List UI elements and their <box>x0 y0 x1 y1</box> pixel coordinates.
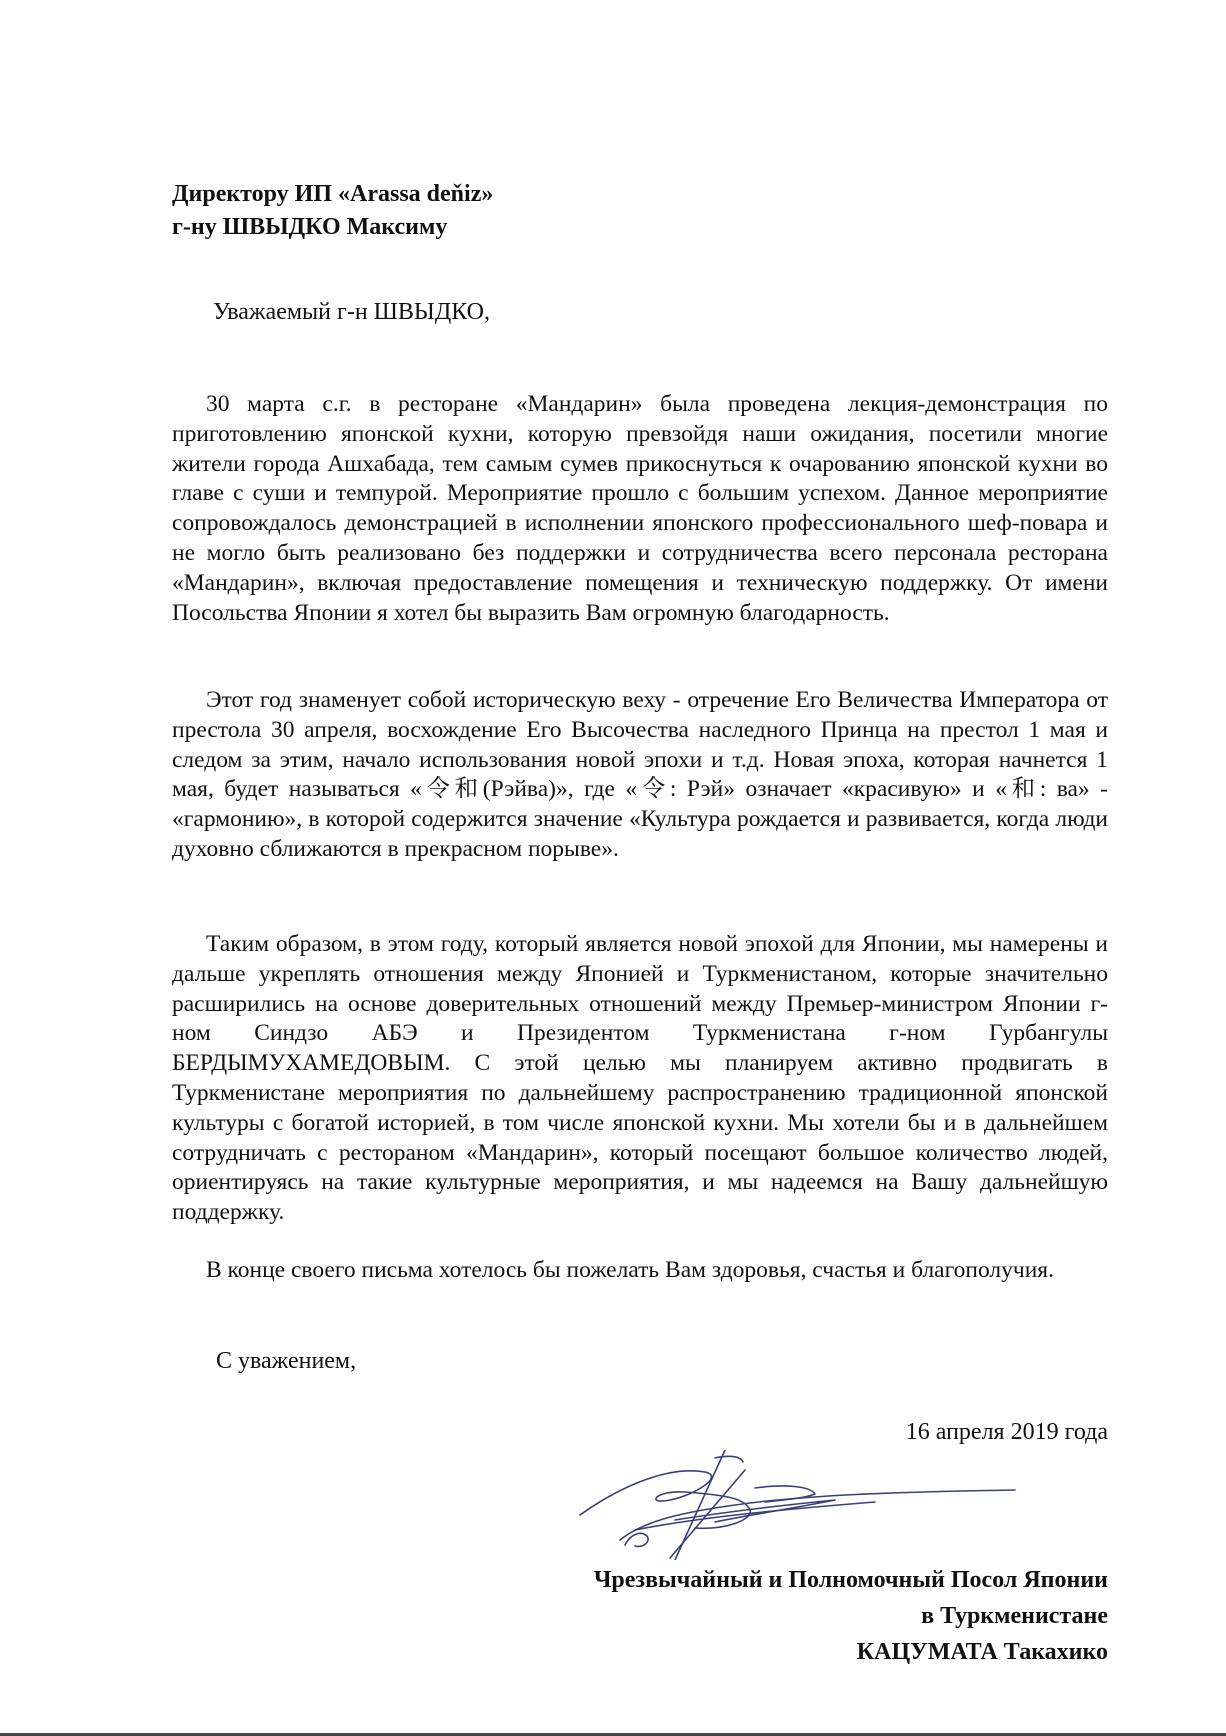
body-paragraph-4: В конце своего письма хотелось бы пожелать Вам здоровья, счастья и благополучия. <box>206 1257 1054 1283</box>
signatory-name: КАЦУМАТА Такахико <box>856 1639 1108 1665</box>
signatory-block <box>594 1562 1108 1670</box>
body-paragraph-1: 30 марта с.г. в ресторане «Мандарин» была проведена лекция-демонстрация по приготовлению японской кухни, которую превзойдя наши ожидания, посетили многие жители города Ашхабада, тем самым сумев прикоснуться к очарованию японской кухни во главе с суши и темпурой. Мероприятие прошло с большим успехом. Данное мероприятие сопровождалось демонстрацией в исполнении японского профессионального шеф-повара и не могло быть реализовано без поддержки и сотрудничества всего персонала ресторана «Мандарин», включая предоставление помещения и техническую поддержку. От имени Посольства Японии я хотел бы выразить Вам огромную благодарность. <box>172 391 1108 626</box>
recipient-line-2: г-ну ШВЫДКО Максиму <box>172 214 448 240</box>
salutation: Уважаемый г-н ШВЫДКО, <box>213 299 490 325</box>
body-paragraph-3: Таким образом, в этом году, который является новой эпохой для Японии, мы намерены и дальше укреплять отношения между Японией и Туркменистаном, которые значительно расширились на основе доверительных отношений между Премьер-министром Японии г-ном Синдзо АБЭ и Президентом Туркменистана г-ном Гурбангулы БЕРДЫМУХАМЕДОВЫМ. С этой целью мы планируем активно продвигать в Туркменистане мероприятия по дальнейшему распространению традиционной японской культуры с богатой историей, в том числе японской кухни. Мы хотели бы и в дальнейшем сотрудничать с рестораном «Мандарин», который посещают большое количество людей, ориентируясь на такие культурные мероприятия, и мы надеемся на Вашу дальнейшую поддержку. <box>172 931 1108 1226</box>
handwritten-signature <box>575 1450 1035 1560</box>
body-paragraph-2: Этот год знаменует собой историческую веху - отречение Его Величества Императора от престола 30 апреля, восхождение Его Высочества наследного Принца на престол 1 мая и следом за этим, начало использования новой эпохи и т.д. Новая эпоха, которая начнется 1 мая, будет называться «令和(Рэйва)», где «令: Рэй» означает «красивую» и «和: ва» - «гармонию», в которой содержится значение «Культура рождается и развивается, когда люди духовно сближаются в прекрасном порыве». <box>172 687 1108 862</box>
letter-date: 16 апреля 2019 года <box>905 1419 1108 1445</box>
signatory-title: Чрезвычайный и Полномочный Посол Японии <box>593 1567 1108 1593</box>
recipient-line-1: Директору ИП «Arassa deňiz» <box>172 181 494 207</box>
recipient-block <box>172 178 493 244</box>
closing: С уважением, <box>216 1348 357 1374</box>
signatory-country: в Туркменистане <box>921 1603 1108 1629</box>
